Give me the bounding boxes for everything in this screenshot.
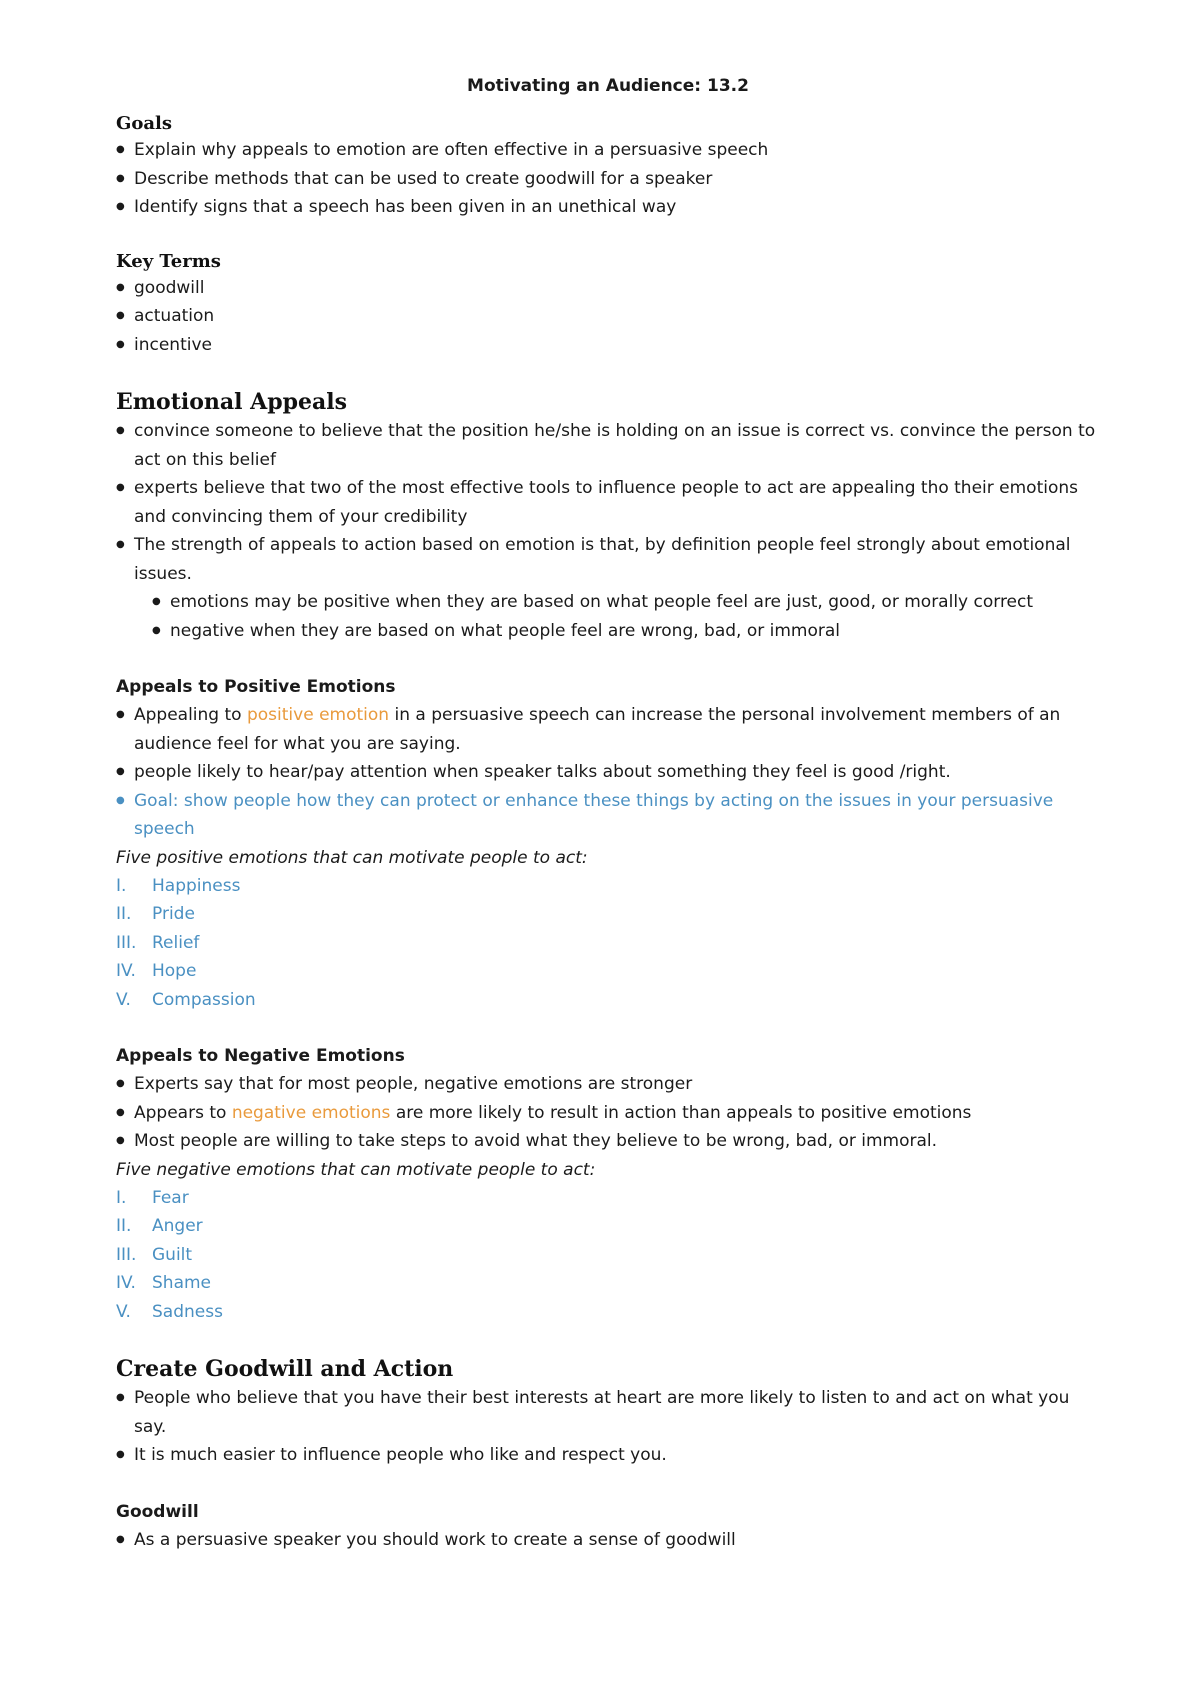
goodwill-action-list xyxy=(116,1384,1100,1470)
numbered-item xyxy=(116,1269,1100,1298)
list-item: ● experts believe that two of the most effective tools to influence people to act are appealing tho their emotions and convincing them of your credibility xyxy=(116,474,1100,531)
emotion-label: Fear xyxy=(152,1187,189,1208)
positive-emotions-heading: Appeals to Positive Emotions xyxy=(116,677,396,697)
highlight-term: negative emotions xyxy=(231,1102,391,1123)
numbered-item xyxy=(116,1298,1100,1327)
list-item: ● As a persuasive speaker you should work to create a sense of goodwill xyxy=(116,1526,1100,1555)
list-item-text: are more likely to result in action than appeals to positive emotions xyxy=(390,1102,972,1123)
emotion-label: Relief xyxy=(152,932,200,953)
emotional-appeals-heading: Emotional Appeals xyxy=(116,389,348,415)
list-item: ● incentive xyxy=(116,331,1100,360)
emotion-label: Anger xyxy=(152,1216,203,1236)
numbered-item xyxy=(116,929,1100,958)
roman-numeral: IV. xyxy=(116,961,136,981)
emotion-label: Guilt xyxy=(152,1244,193,1265)
positive-list-intro: Five positive emotions that can motivate people to act: xyxy=(116,847,588,868)
list-item: ● goodwill xyxy=(116,274,1100,303)
goodwill-list xyxy=(116,1526,1100,1555)
list-item: ● It is much easier to influence people who like and respect you. xyxy=(116,1441,1100,1470)
negative-emotions-numbered xyxy=(116,1184,1100,1327)
key-terms-heading: Key Terms xyxy=(116,250,221,272)
roman-numeral: V. xyxy=(116,989,131,1010)
negative-emotions-list xyxy=(116,1070,1100,1156)
numbered-item xyxy=(116,1241,1100,1270)
list-item: ● Explain why appeals to emotion are often effective in a persuasive speech xyxy=(116,136,1100,165)
list-item-text: Appealing to xyxy=(134,705,247,725)
emotion-label: Pride xyxy=(152,904,195,924)
roman-numeral: III. xyxy=(116,932,137,953)
roman-numeral: II. xyxy=(116,1216,132,1236)
positive-emotions-list xyxy=(116,701,1100,844)
list-item xyxy=(116,1099,1100,1128)
list-item: ● People who believe that you have their best interests at heart are more likely to listen to and act on what you say. xyxy=(116,1384,1100,1441)
numbered-item xyxy=(116,1212,1100,1241)
goals-heading: Goals xyxy=(116,113,173,134)
list-item: ● The strength of appeals to action based on emotion is that, by definition people feel strongly about emotional issues. xyxy=(116,531,1100,588)
numbered-item xyxy=(116,986,1100,1015)
list-item: ● negative when they are based on what people feel are wrong, bad, or immoral xyxy=(116,617,1100,646)
list-item: ● convince someone to believe that the position he/she is holding on an issue is correct vs. convince the person to act on this belief xyxy=(116,417,1100,474)
list-item-text: Appears to xyxy=(134,1102,232,1123)
emotion-label: Sadness xyxy=(152,1301,223,1322)
goals-list xyxy=(116,136,1100,222)
goal-item: ● Goal: show people how they can protect or enhance these things by acting on the issues in your persuasive speech xyxy=(116,787,1100,844)
emotional-appeals-list xyxy=(116,417,1100,588)
numbered-item xyxy=(116,872,1100,901)
roman-numeral: I. xyxy=(116,1187,127,1208)
emotion-label: Compassion xyxy=(152,989,256,1010)
list-item: ● actuation xyxy=(116,302,1100,331)
highlight-term: positive emotion xyxy=(246,705,390,725)
list-item xyxy=(116,701,1100,758)
list-item: ● people likely to hear/pay attention when speaker talks about something they feel is good /right. xyxy=(116,758,1100,787)
numbered-item xyxy=(116,957,1100,986)
key-terms-list xyxy=(116,274,1100,360)
roman-numeral: II. xyxy=(116,904,132,924)
goodwill-heading: Goodwill xyxy=(116,1501,199,1522)
roman-numeral: V. xyxy=(116,1301,131,1322)
negative-list-intro: Five negative emotions that can motivate people to act: xyxy=(116,1159,596,1180)
list-item: ● Experts say that for most people, negative emotions are stronger xyxy=(116,1070,1100,1099)
list-item: ● Describe methods that can be used to create goodwill for a speaker xyxy=(116,165,1100,194)
list-item: ● emotions may be positive when they are based on what people feel are just, good, or morally correct xyxy=(116,588,1100,617)
numbered-item xyxy=(116,1184,1100,1213)
positive-emotions-numbered xyxy=(116,872,1100,1015)
emotional-appeals-sublist xyxy=(116,588,1100,645)
list-item: ● Most people are willing to take steps to avoid what they believe to be wrong, bad, or immoral. xyxy=(116,1127,1100,1156)
roman-numeral: III. xyxy=(116,1244,137,1265)
emotion-label: Happiness xyxy=(152,875,241,896)
roman-numeral: I. xyxy=(116,875,127,896)
emotion-label: Shame xyxy=(152,1273,212,1293)
page-title: Motivating an Audience: 13.2 xyxy=(467,76,749,96)
list-item-text: in a persuasive speech can increase the personal involvement members of an audience feel for what you are saying. xyxy=(134,705,1061,754)
roman-numeral: IV. xyxy=(116,1273,136,1293)
negative-emotions-heading: Appeals to Negative Emotions xyxy=(116,1046,405,1066)
goodwill-action-heading: Create Goodwill and Action xyxy=(116,1356,454,1382)
list-item: ● Identify signs that a speech has been given in an unethical way xyxy=(116,193,1100,222)
numbered-item xyxy=(116,900,1100,929)
emotion-label: Hope xyxy=(152,961,197,981)
